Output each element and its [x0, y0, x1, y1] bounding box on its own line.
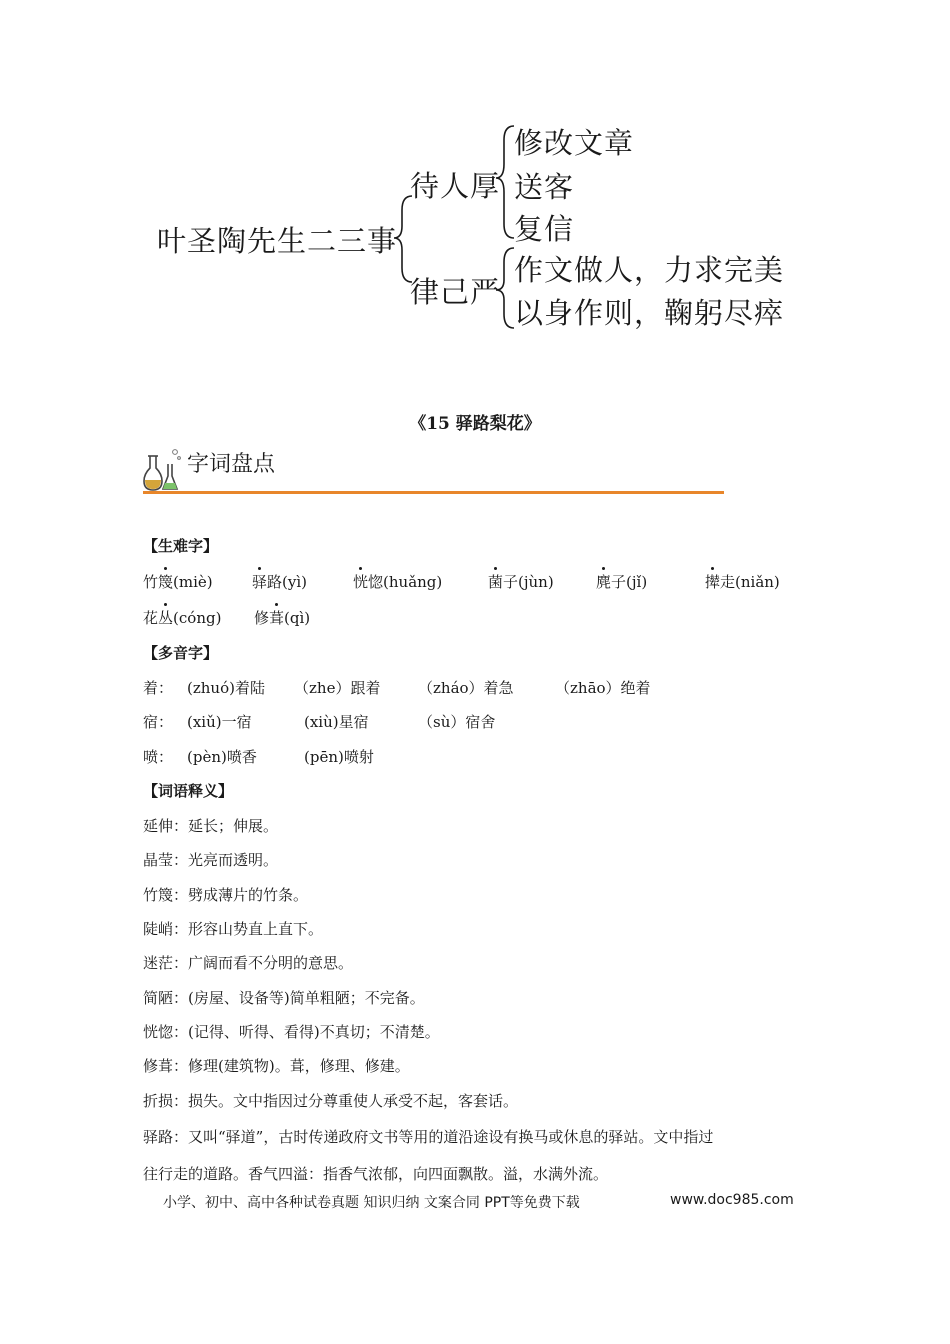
heading-duoyinzi: 【多音字】 [143, 644, 219, 662]
word-item: 麂子(jǐ) [596, 573, 648, 591]
definition-line: 晶莹：光亮而透明。 [143, 851, 279, 869]
definition-line: 竹篾：劈成薄片的竹条。 [143, 886, 309, 904]
word-item: 驿路(yì) [252, 573, 307, 591]
definition-line: 折损：损失。文中指因过分尊重使人承受不起，客套话。 [143, 1092, 519, 1110]
duoyin-item: (pēn)喷射 [304, 748, 374, 766]
definition-line: 延伸：延长；伸展。 [143, 817, 279, 835]
mindmap-leaf: 修改文章 [514, 126, 635, 160]
definition-line: 驿路：又叫“驿道”，古时传递政府文书等用的道沿途设有换马或休息的驿站。文中指过 [143, 1128, 714, 1146]
duoyin-item: (pèn)喷香 [187, 748, 257, 766]
mindmap-leaf: 以身作则，鞠躬尽瘁 [514, 296, 785, 330]
definition-line: 陡峭：形容山势直上直下。 [143, 920, 324, 938]
footer-link[interactable]: www.doc985.com [670, 1192, 794, 1208]
definition-line: 修葺：修理(建筑物)。葺，修理、修建。 [143, 1057, 410, 1075]
section-divider [143, 491, 724, 494]
duoyin-char: 着： [143, 679, 174, 697]
definition-line: 简陋：(房屋、设备等)简单粗陋；不完备。 [143, 989, 425, 1007]
duoyin-item: （zháo）着急 [418, 679, 514, 697]
duoyin-item: （zhāo）绝着 [555, 679, 651, 697]
word-item: 撵走(niǎn) [705, 573, 780, 591]
word-item: 菌子(jùn) [488, 573, 554, 591]
lesson-title: 《15 驿路梨花》 [409, 414, 541, 434]
duoyin-item: （sù）宿舍 [418, 713, 496, 731]
flask-icon [142, 446, 184, 492]
mindmap-leaf: 送客 [514, 170, 575, 204]
word-item: 修葺(qì) [254, 609, 311, 627]
duoyin-item: （zhe）跟着 [294, 679, 381, 697]
mindmap-root: 叶圣陶先生二三事 [157, 224, 398, 258]
mindmap-branch: 律己严 [410, 275, 501, 309]
mindmap-leaf: 作文做人，力求完美 [514, 253, 785, 287]
word-item: 恍惚(huǎng) [353, 573, 443, 591]
footer-text: 小学、初中、高中各种试卷真题 知识归纳 文案合同 PPT等免费下载 [163, 1195, 580, 1211]
duoyin-char: 喷： [143, 748, 174, 766]
duoyin-item: (xiǔ)一宿 [187, 713, 252, 731]
duoyin-item: (zhuó)着陆 [187, 679, 265, 697]
word-item: 花丛(cóng) [143, 609, 222, 627]
word-item: 竹篾(miè) [143, 573, 213, 591]
mindmap-leaf: 复信 [514, 212, 575, 246]
mindmap-branch: 待人厚 [410, 169, 501, 203]
heading-ciyu: 【词语释义】 [143, 782, 234, 800]
duoyin-char: 宿： [143, 713, 174, 731]
duoyin-item: (xiù)星宿 [304, 713, 369, 731]
definition-line: 迷茫：广阔而看不分明的意思。 [143, 954, 354, 972]
definition-line: 往行走的道路。香气四溢：指香气浓郁，向四面飘散。溢，水满外流。 [143, 1165, 609, 1183]
definition-line: 恍惚：(记得、听得、看得)不真切；不清楚。 [143, 1023, 440, 1041]
section-title: 字词盘点 [187, 452, 276, 477]
heading-shengnanzi: 【生难字】 [143, 537, 219, 555]
